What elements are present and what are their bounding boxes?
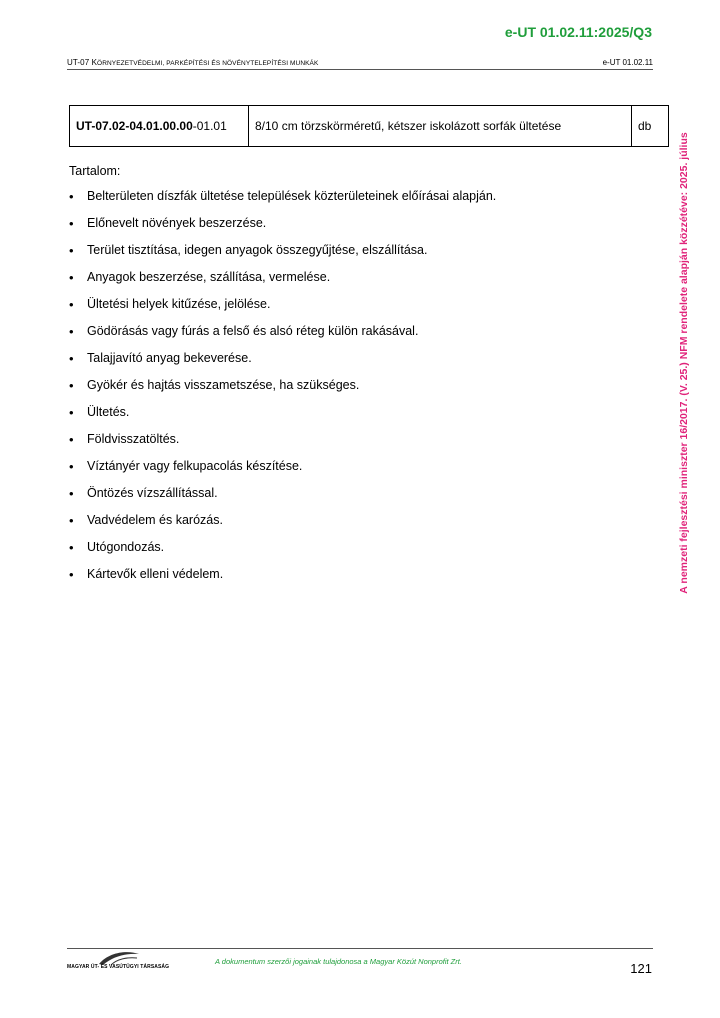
list-item: • Gödörásás vagy fúrás a felső és alsó réteg külön rakásával. [69, 324, 496, 351]
footer-divider [67, 948, 653, 949]
list-item: • Utógondozás. [69, 540, 496, 567]
content-title: Tartalom: [69, 164, 121, 178]
list-item: • Öntözés vízszállítással. [69, 486, 496, 513]
list-item: • Kártevők elleni védelem. [69, 567, 496, 594]
publication-side-note [676, 95, 692, 630]
document-code: e-UT 01.02.11:2025/Q3 [504, 24, 652, 40]
content-list [69, 189, 496, 594]
logo-text: MAGYAR ÚT- ÉS VASÚTÜGYI TÁRSASÁG [67, 964, 170, 970]
list-item: • Vadvédelem és karózás. [69, 513, 496, 540]
list-item: • Előnevelt növények beszerzése. [69, 216, 496, 243]
page-header [67, 58, 653, 70]
list-item: • Ültetés. [69, 405, 496, 432]
item-code-main: UT-07.02-04.01.00.00 [76, 119, 193, 133]
list-item: • Terület tisztítása, idegen anyagok összegyűjtése, elszállítása. [69, 243, 496, 270]
item-code [70, 106, 249, 147]
header-doc-ref: e-UT 01.02.11 [602, 58, 653, 67]
item-code-suffix: -01.01 [192, 119, 227, 133]
header-section-title [67, 58, 318, 67]
item-row [70, 106, 669, 147]
header-section-prefix: UT-07 K [67, 58, 98, 67]
list-item: • Víztányér vagy felkupacolás készítése. [69, 459, 496, 486]
list-item: • Gyökér és hajtás visszametszése, ha szükséges. [69, 378, 496, 405]
list-item: • Ültetési helyek kitűzése, jelölése. [69, 297, 496, 324]
side-note-text: A nemzeti fejlesztési miniszter 16/2017. (V. 25.) NFM rendelete alapján közzétéve: 2025. július [678, 131, 690, 594]
list-item: • Anyagok beszerzése, szállítása, vermelése. [69, 270, 496, 297]
copyright-notice: A dokumentum szerzői jogainak tulajdonosa a Magyar Közút Nonprofit Zrt. [215, 957, 462, 966]
list-item: • Belterületen díszfák ültetése települések közterületeinek előírásai alapján. [69, 189, 496, 216]
item-description: 8/10 cm törzskörméretű, kétszer iskolázott sorfák ültetése [249, 106, 632, 147]
header-section-rest: ÖRNYEZETVÉDELMI, PARKÉPÍTÉSI ÉS NÖVÉNYTELEPÍTÉSI MUNKÁK [97, 60, 319, 67]
list-item: • Földvisszatöltés. [69, 432, 496, 459]
list-item: • Talajjavító anyag bekeverése. [69, 351, 496, 378]
item-unit: db [632, 106, 669, 147]
item-table [69, 105, 669, 147]
logo [67, 950, 170, 976]
page-number: 121 [630, 961, 652, 976]
